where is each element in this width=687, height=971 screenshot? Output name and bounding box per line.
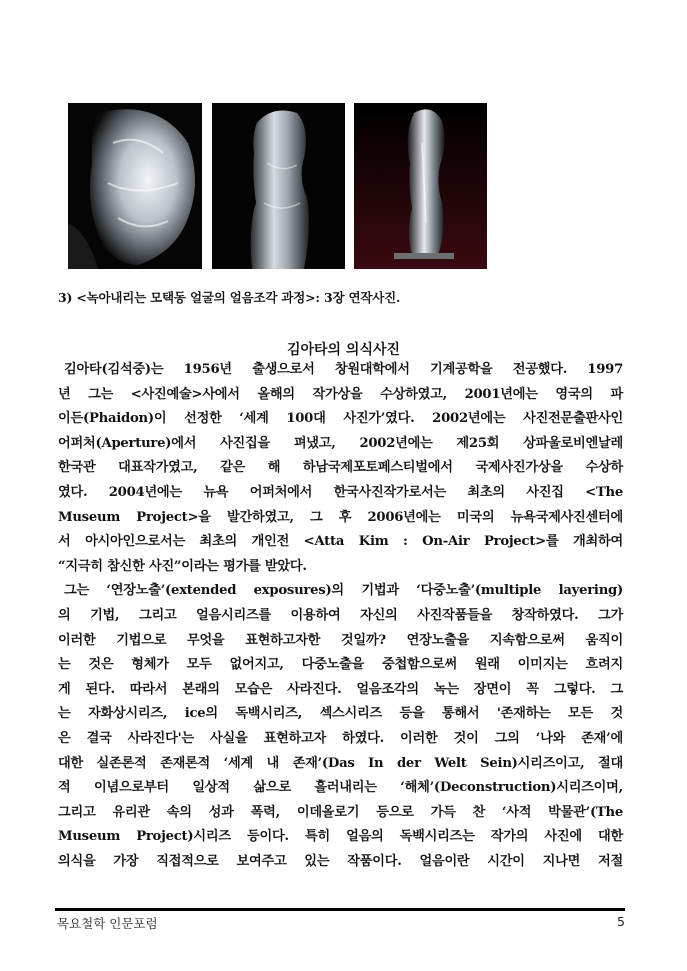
body-line: 어퍼처(Aperture)에서 사진집을 펴냈고, 2002년에는 제25회 상파울로비엔날레 — [58, 435, 623, 451]
body-line: 는 것은 형체가 모두 없어지고, 다중노출을 중첩함으로써 원래 이미지는 흐려지 — [58, 657, 623, 673]
body-line: 서 아시아인으로서는 최초의 개인전 <Atta Kim : On-Air Project>를 개최하여 — [58, 534, 623, 550]
footer-divider — [55, 908, 625, 911]
body-line: 는 자화상시리즈, ice의 독백시리즈, 섹스시리즈 등을 통해서 '존재하는 모든 것 — [58, 706, 623, 722]
page-number: 5 — [617, 914, 625, 929]
body-line: 이러한 기법으로 무엇을 표현하고자한 것일까? 연장노출을 지속함으로써 움직이 — [58, 632, 623, 648]
body-line: 그리고 유리관 속의 성과 폭력, 이데올로기 등으로 가득 찬 ‘사적 박물관’(The — [58, 804, 623, 820]
body-line: “지극히 참신한 사진”이라는 평가를 받았다. — [58, 558, 307, 574]
body-line: 대한 실존론적 존재론적 ‘세계 내 존재’(Das In der Welt Sein)시리즈이고, 절대 — [58, 755, 623, 771]
body-line: 적 이념으로부터 일상적 삶으로 흘러내리는 ‘해체’(Deconstruction)시리즈이며, — [58, 780, 623, 796]
section-title: 김아타의 의식사진 — [286, 342, 401, 358]
body-line: 이든(Phaidon)이 선정한 ‘세계 100대 사진가’였다. 2002년에는 사진전문출판사인 — [58, 411, 623, 427]
footer-publication: 목요철학 인문포럼 — [57, 916, 158, 931]
body-line: Museum Project>을 발간하였고, 그 후 2006년에는 미국의 뉴욕국제사진센터에 — [58, 509, 623, 525]
article-body — [58, 358, 623, 874]
body-line: 게 된다. 따라서 본래의 모습은 사라진다. 얼음조각의 녹는 장면이 꼭 그렇다. 그 — [58, 681, 623, 697]
figure-caption: 3) <녹아내리는 모택동 얼굴의 얼음조각 과정>: 3장 연작사진. — [58, 290, 401, 305]
body-line: 한국관 대표작가였고, 같은 해 하남국제포토페스티벌에서 국제사진가상을 수상하 — [58, 460, 623, 476]
body-line: 그는 ‘연장노출’(extended exposures)의 기법과 ‘다중노출’(multiple layering) — [64, 583, 623, 599]
ice-sculpture-photo-2 — [212, 103, 345, 269]
ice-sculpture-photo-3 — [354, 103, 487, 269]
body-line: 였다. 2004년에는 뉴욕 어퍼처에서 한국사진작가로서는 최초의 사진집 <The — [58, 484, 623, 500]
body-line: 의 기법, 그리고 얼음시리즈를 이용하여 자신의 사진작품들을 창작하였다. 그가 — [58, 607, 623, 623]
photo-series — [68, 103, 488, 269]
body-line: 의식을 가장 직접적으로 보여주고 있는 작품이다. 얼음이란 시간이 지나면 저절 — [58, 853, 623, 869]
body-line: 년 그는 <사진예술>사에서 올해의 작가상을 수상하였고, 2001년에는 영국의 파 — [58, 386, 623, 402]
ice-sculpture-photo-1 — [68, 103, 202, 269]
body-line: Museum Project)시리즈 등이다. 특히 얼음의 독백시리즈는 작가의 사진에 대한 — [58, 829, 623, 845]
body-line: 은 결국 사라진다'는 사실을 표현하고자 하였다. 이러한 것이 그의 ‘나와 존재’에 — [58, 730, 623, 746]
body-line: 김아타(김석중)는 1956년 출생으로서 창원대학에서 기계공학을 전공했다. 1997 — [64, 362, 623, 377]
